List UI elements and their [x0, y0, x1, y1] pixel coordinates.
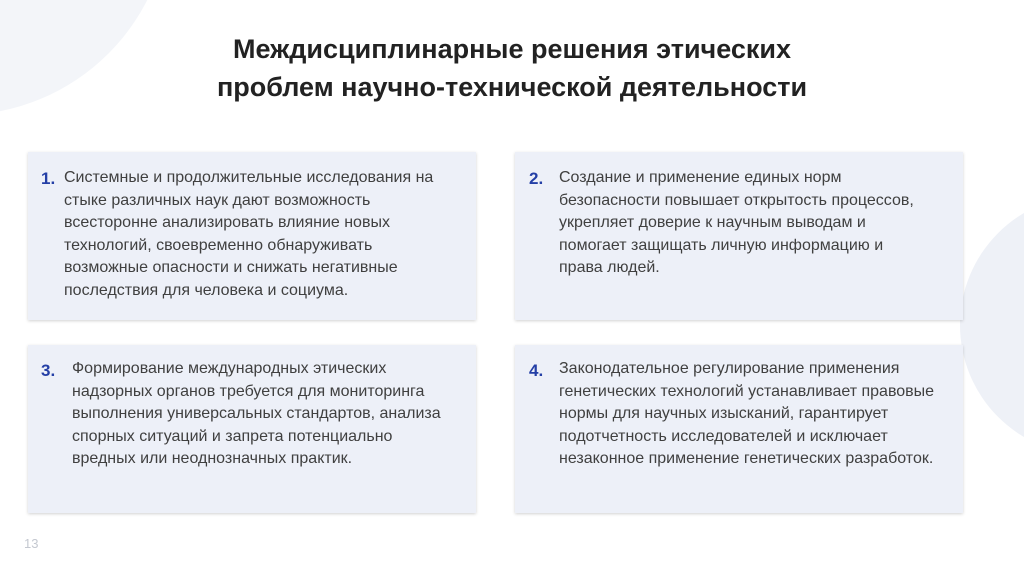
card-text: Создание и применение единых норм безопасности повышает открытость процессов, укрепляет доверие к научным выводам и помогает защищать личную информацию и права людей. — [559, 169, 914, 276]
page-number: 13 — [24, 536, 39, 551]
slide-title-line-2: проблем научно-технической деятельности — [216, 72, 808, 102]
card-1 — [28, 152, 476, 320]
card-number: 3. — [41, 361, 56, 380]
card-4 — [515, 345, 963, 513]
card-text: Системные и продолжительные исследования на стыке различных наук дают возможность всесторонне анализировать влияние новых технологий, своевременно обнаруживать возможные опасности и снижать негативные последствия для человека и социума. — [64, 169, 434, 299]
card-text: Законодательное регулирование применения генетических технологий устанавливает правовые нормы для научных изысканий, гарантирует подотчетность исследователей и исключает незаконное применение генетических разработок. — [559, 360, 935, 467]
card-number: 4. — [529, 361, 544, 380]
decorative-circle-right — [960, 195, 1024, 455]
card-3 — [28, 345, 476, 513]
card-2 — [515, 152, 963, 320]
slide-title — [0, 30, 1024, 106]
card-number: 2. — [529, 169, 544, 188]
slide-title-line-1: Междисциплинарные решения этических — [232, 34, 792, 64]
card-number: 1. — [41, 169, 56, 188]
card-text: Формирование международных этических надзорных органов требуется для мониторинга выполнения универсальных стандартов, анализа спорных ситуаций и запрета потенциально вредных или неоднозначных практик. — [72, 360, 441, 467]
